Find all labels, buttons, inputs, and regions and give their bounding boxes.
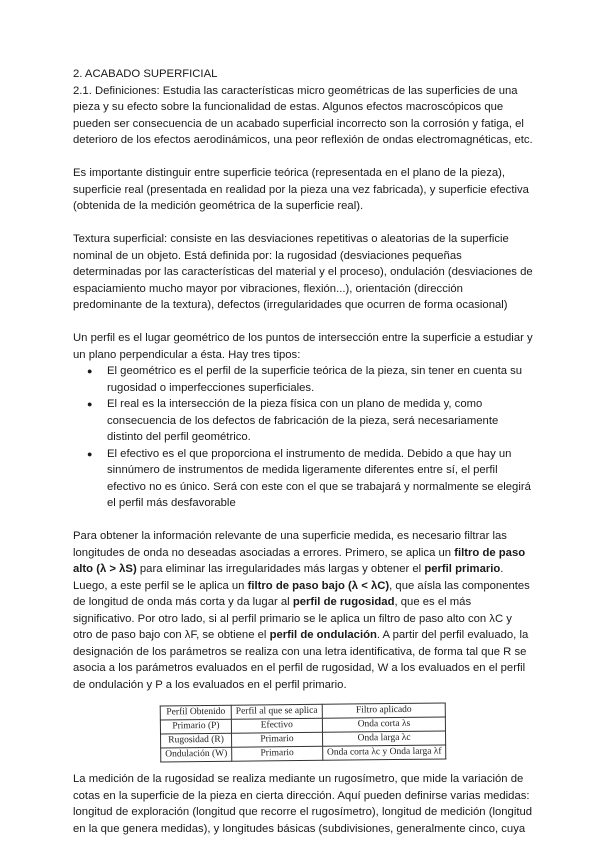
list-item <box>73 396 533 446</box>
table-cell: Onda corta λs <box>322 717 446 732</box>
table-cell: Onda larga λc <box>322 731 446 746</box>
bold-term: perfil de ondulación <box>269 629 377 641</box>
filter-table <box>160 703 447 763</box>
text-run: , que es el más significativo. Por otro lado, si al perfil primario se le aplica un filtro de paso alto con λC y otro de paso bajo con λF, se obtiene el <box>73 596 512 641</box>
text-run: . Luego, a este perfil se le aplica un <box>73 563 504 592</box>
bold-term: perfil primario <box>424 563 501 575</box>
document-page <box>73 66 533 837</box>
table-header-cell: Perfil Obtenido <box>160 705 231 720</box>
table-cell: Efectivo <box>231 718 322 733</box>
list-item-text: El real es la intersección de la pieza física con un plano de medida y, como consecuencia de los defectos de fabricación de la pieza, será necesariamente distinto del perfil geométrico. <box>107 398 499 443</box>
table-cell: Primario <box>231 732 322 747</box>
table-header-cell: Perfil al que se aplica <box>231 704 322 719</box>
bullet-icon: ● <box>87 366 93 376</box>
text-run: , que aísla las componentes de longitud de onda más corta y da lugar al <box>73 579 530 608</box>
bold-term: filtro de paso bajo (λ < λC) <box>247 579 390 592</box>
paragraph-filters <box>73 528 533 693</box>
table-row <box>160 745 445 762</box>
bullet-icon: ● <box>87 399 93 409</box>
bold-term: perfil de rugosidad <box>292 596 395 608</box>
profile-types-list <box>73 363 533 512</box>
list-item-text: El efectivo es el que proporciona el instrumento de medida. Debido a que hay un sinnúmero de instrumentos de medida ligeramente diferentes entre sí, el perfil efectivo no es único. Será con este con el que se trabajará y normalmente se elegirá el perfil más desfavorable <box>107 447 531 509</box>
list-item <box>73 363 533 396</box>
table-cell: Onda corta λc y Onda larga λf <box>322 745 446 760</box>
paragraph-profile: Un perfil es el lugar geométrico de los puntos de intersección entre la superficie a estudiar y un plano perpendicular a ésta. Hay tres tipos: <box>73 332 533 361</box>
list-item <box>73 446 533 512</box>
section-heading: 2. ACABADO SUPERFICIAL <box>73 68 218 80</box>
paragraph-texture: Textura superficial: consiste en las desviaciones repetitivas o aleatorias de la superficie nominal de un objeto. Está definida por: la rugosidad (desviaciones pequeñas determinadas por las características del material y el proceso), ondulación (desviaciones de espaciamiento mucho mayor por vibraciones, flexión...), orientación (dirección predominante de la textura), defectos (irregularidades que ocurren de forma ocasional) <box>73 233 533 311</box>
bold-term: filtro de paso alto (λ > λS) <box>73 546 526 575</box>
paragraph-definitions: 2.1. Definiciones: Estudia las características micro geométricas de las superficies de una pieza y su efecto sobre la funcionalidad de estas. Algunos efectos macroscópicos que pueden ser consecuencia de un acabado superficial incorrecto son la corrosión y fatiga, el deterioro de los efectos aerodinámicos, una peor reflexión de ondas electromagnéticas, etc. <box>73 84 533 146</box>
paragraph-roughness: La medición de la rugosidad se realiza mediante un rugosímetro, que mide la variación de cotas en la superficie de la pieza en cierta dirección. Aquí pueden definirse varias medidas: longitud de exploración (longitud que recorre el rugosímetro), longitud de medición (longitud en la que genera medidas), y longitudes básicas (subdivisiones, generalmente cinco, cuya <box>73 773 533 835</box>
table-cell: Rugosidad (R) <box>160 733 231 748</box>
list-item-text: El geométrico es el perfil de la superficie teórica de la pieza, sin tener en cuenta su rugosidad o imperfecciones superficiales. <box>107 365 523 394</box>
bullet-icon: ● <box>87 448 93 459</box>
table-cell: Primario (P) <box>160 719 231 734</box>
table-cell: Ondulación (W) <box>160 747 231 762</box>
text-run: . A partir del perfil evaluado, la designación de los parámetros se realiza con una letra identificativa, de forma tal que R se asocia a los parámetros evaluados en el perfil de rugosidad, W a los evaluados en el perfil de ondulación y P a los evaluados en el perfil primario. <box>73 629 529 691</box>
table-cell: Primario <box>231 746 322 761</box>
text-run: para eliminar las irregularidades más largas y obtener el <box>136 563 425 575</box>
paragraph-surfaces: Es importante distinguir entre superficie teórica (representada en el plano de la pieza), superficie real (presentada en realidad por la pieza una vez fabricada), y superficie efectiva (obtenida de la medición geométrica de la superficie real). <box>73 167 529 212</box>
text-run: Para obtener la información relevante de una superficie medida, es necesario filtrar las longitudes de onda no deseadas asociadas a errores. Primero, se aplica un <box>73 530 507 559</box>
table-header-cell: Filtro aplicado <box>322 703 446 718</box>
filter-table-wrapper <box>73 704 533 761</box>
